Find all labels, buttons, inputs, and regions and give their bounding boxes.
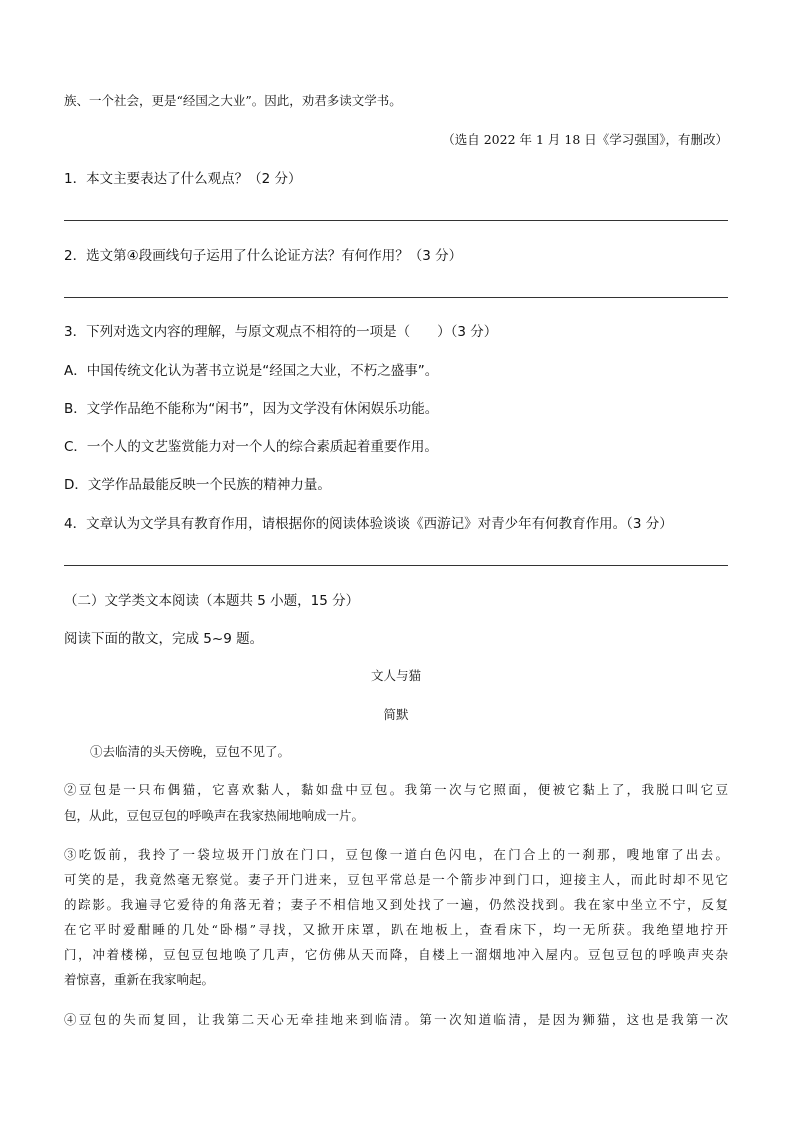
option-a[interactable]: A．中国传统文化认为著书立说是“经国之大业，不朽之盛事”。 [64,363,439,379]
paragraph-3-line: ③吃饭前，我拎了一袋垃圾开门放在门口，豆包像一道白色闪电，在门合上的一刹那，嗖地窜了出去。 [64,847,728,862]
paragraph-4-line: ④豆包的失而复回，让我第二天心无牵挂地来到临清。第一次知道临清，是因为狮猫，这也是我第一次 [64,1012,728,1027]
question-4: 4．文章认为文学具有教育作用，请根据你的阅读体验谈谈《西游记》对青少年有何教育作用。（3 分） [64,516,673,532]
answer-line-2[interactable] [64,297,728,298]
essay-author: 简默 [383,707,409,722]
option-c[interactable]: C．一个人的文艺鉴赏能力对一个人的综合素质起着重要作用。 [64,439,438,455]
section-heading: （二）文学类文本阅读（本题共 5 小题，15 分） [64,593,360,609]
source-citation: （选自 2022 年 1 月 18 日《学习强国》，有删改） [442,132,728,147]
carryover-line: 族、一个社会，更是“经国之大业”。因此，劝君多读文学书。 [64,93,402,108]
reading-instruction: 阅读下面的散文，完成 5~9 题。 [64,631,264,647]
question-2: 2．选文第④段画线句子运用了什么论证方法？有何作用？（3 分） [64,248,463,264]
paragraph-3-line: 的踪影。我遍寻它爱待的角落无着；妻子不相信地又到处找了一遍，仍然没找到。我在家中坐立不宁，反复 [64,897,728,912]
option-d[interactable]: D．文学作品最能反映一个民族的精神力量。 [64,477,331,493]
option-b[interactable]: B．文学作品绝不能称为“闲书”，因为文学没有休闲娱乐功能。 [64,401,439,417]
paragraph-3-line: 门，冲着楼梯，豆包豆包地唤了几声，它仿佛从天而降，自楼上一溜烟地冲入屋内。豆包豆包的呼唤声夹杂 [64,947,728,962]
paragraph-2-line: ②豆包是一只布偶猫，它喜欢黏人，黏如盘中豆包。我第一次与它照面，便被它黏上了，我脱口叫它豆 [64,782,728,797]
paragraph-1: ①去临清的头天傍晚，豆包不见了。 [90,744,291,759]
paragraph-2-line: 包，从此，豆包豆包的呼唤声在我家热闹地响成一片。 [64,808,365,823]
paragraph-3-line: 可笑的是，我竟然毫无察觉。妻子开门进来，豆包平常总是一个箭步冲到门口，迎接主人，而此时却不见它 [64,872,728,887]
answer-line-4[interactable] [64,565,728,566]
answer-line-1[interactable] [64,220,728,221]
question-3: 3．下列对选文内容的理解，与原文观点不相符的一项是（ ）（3 分） [64,324,498,340]
question-1: 1．本文主要表达了什么观点？（2 分） [64,171,302,187]
essay-title: 文人与猫 [370,668,421,683]
paragraph-3-line: 着惊喜，重新在我家响起。 [64,972,215,987]
paragraph-3-line: 在它平时爱酣睡的几处“卧榻”寻找，又掀开床罩，趴在地板上，查看床下，均一无所获。我绝望地拧开 [64,922,728,937]
